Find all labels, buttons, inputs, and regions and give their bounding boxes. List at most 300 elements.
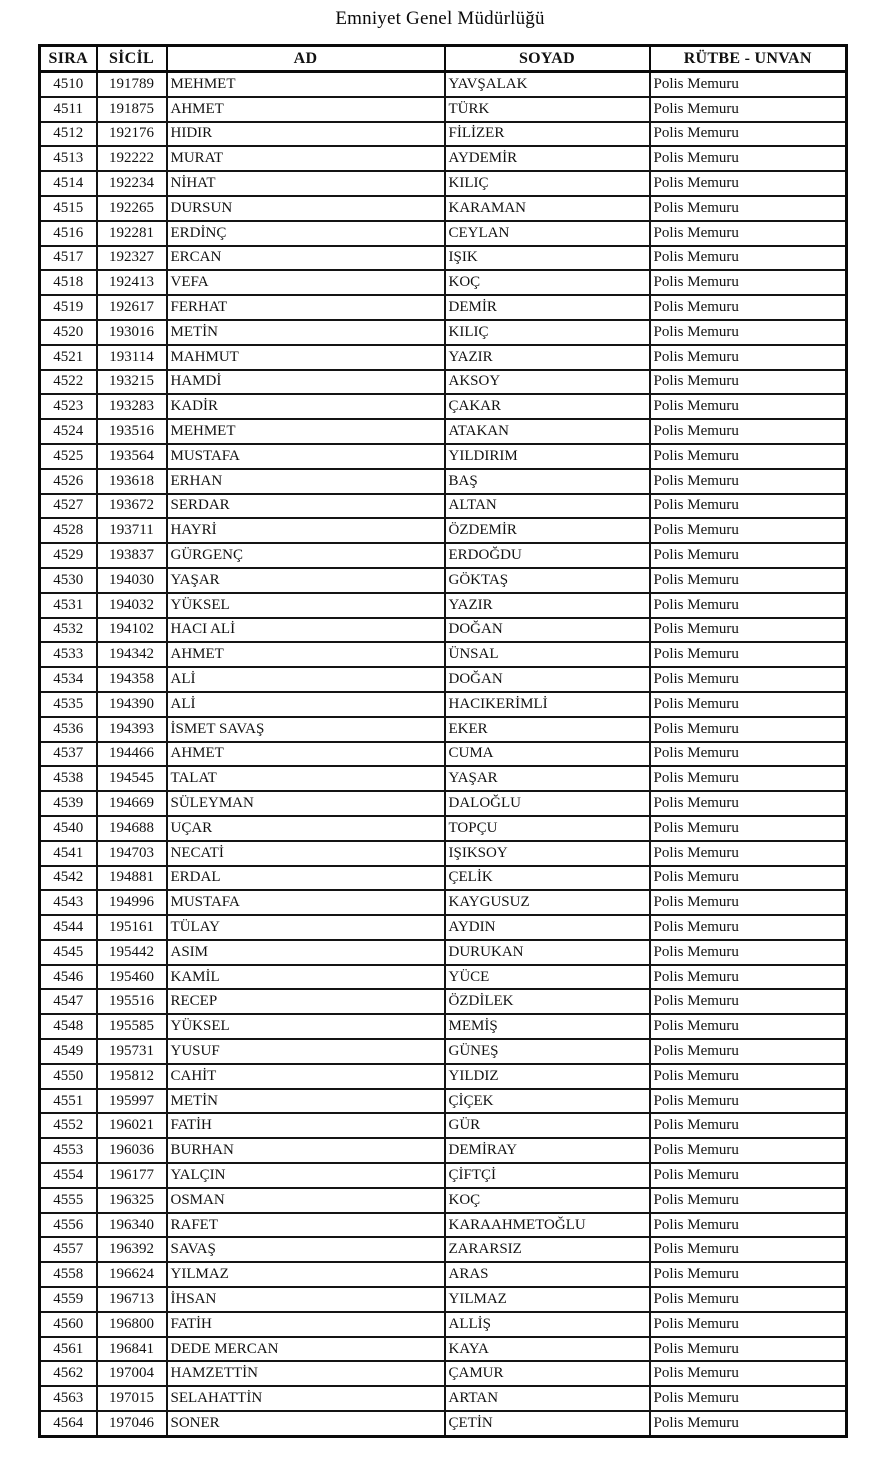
table-cell-sira: 4512 [40, 122, 97, 147]
table-row [40, 1188, 847, 1213]
table-row [40, 890, 847, 915]
table-cell-soyad: GÜNEŞ [445, 1039, 650, 1064]
table-row [40, 1237, 847, 1262]
table-cell-sicil: 194393 [97, 717, 167, 742]
table-row [40, 717, 847, 742]
table-cell-sicil: 191875 [97, 97, 167, 122]
table-row [40, 766, 847, 791]
table-cell-sira: 4562 [40, 1361, 97, 1386]
table-cell-ad: MUSTAFA [167, 444, 445, 469]
table-cell-rutbe: Polis Memuru [650, 1089, 847, 1114]
table-cell-ad: ERCAN [167, 246, 445, 271]
table-cell-sicil: 194102 [97, 618, 167, 643]
table-cell-soyad: KARAMAN [445, 196, 650, 221]
table-cell-ad: SÜLEYMAN [167, 791, 445, 816]
table-cell-soyad: KILIÇ [445, 171, 650, 196]
table-cell-sira: 4552 [40, 1113, 97, 1138]
table-cell-sira: 4564 [40, 1411, 97, 1436]
table-cell-rutbe: Polis Memuru [650, 1386, 847, 1411]
table-cell-ad: ALİ [167, 667, 445, 692]
table-cell-sicil: 194342 [97, 642, 167, 667]
table-row [40, 841, 847, 866]
table-cell-sicil: 196800 [97, 1312, 167, 1337]
table-row [40, 295, 847, 320]
table-cell-rutbe: Polis Memuru [650, 1014, 847, 1039]
table-cell-rutbe: Polis Memuru [650, 320, 847, 345]
table-cell-ad: SONER [167, 1411, 445, 1436]
table-cell-soyad: CEYLAN [445, 221, 650, 246]
table-cell-sira: 4525 [40, 444, 97, 469]
table-cell-ad: YÜKSEL [167, 593, 445, 618]
table-cell-ad: NİHAT [167, 171, 445, 196]
table-cell-sicil: 194996 [97, 890, 167, 915]
table-row [40, 791, 847, 816]
table-cell-soyad: DOĞAN [445, 618, 650, 643]
table-row [40, 320, 847, 345]
table-cell-sicil: 197046 [97, 1411, 167, 1436]
table-row [40, 196, 847, 221]
table-cell-soyad: ERDOĞDU [445, 543, 650, 568]
table-cell-sira: 4526 [40, 469, 97, 494]
table-cell-sicil: 193837 [97, 543, 167, 568]
table-cell-rutbe: Polis Memuru [650, 370, 847, 395]
table-cell-rutbe: Polis Memuru [650, 444, 847, 469]
table-row [40, 866, 847, 891]
table-cell-rutbe: Polis Memuru [650, 394, 847, 419]
table-row [40, 97, 847, 122]
table-cell-ad: DEDE MERCAN [167, 1337, 445, 1362]
table-cell-ad: VEFA [167, 270, 445, 295]
table-cell-ad: AHMET [167, 742, 445, 767]
table-row [40, 1138, 847, 1163]
column-header-sicil: SİCİL [97, 46, 167, 72]
table-cell-soyad: KILIÇ [445, 320, 650, 345]
table-cell-rutbe: Polis Memuru [650, 1237, 847, 1262]
table-cell-ad: RECEP [167, 989, 445, 1014]
table-cell-ad: HACI ALİ [167, 618, 445, 643]
table-cell-sicil: 195997 [97, 1089, 167, 1114]
table-cell-sira: 4519 [40, 295, 97, 320]
table-row [40, 494, 847, 519]
table-row [40, 345, 847, 370]
table-cell-ad: ERDİNÇ [167, 221, 445, 246]
table-cell-rutbe: Polis Memuru [650, 692, 847, 717]
table-cell-sira: 4539 [40, 791, 97, 816]
table-cell-soyad: AKSOY [445, 370, 650, 395]
table-cell-soyad: ZARARSIZ [445, 1237, 650, 1262]
table-cell-soyad: ARTAN [445, 1386, 650, 1411]
table-row [40, 618, 847, 643]
table-cell-soyad: ATAKAN [445, 419, 650, 444]
table-cell-soyad: DEMİRAY [445, 1138, 650, 1163]
table-cell-rutbe: Polis Memuru [650, 1064, 847, 1089]
table-cell-rutbe: Polis Memuru [650, 568, 847, 593]
table-cell-ad: KAMİL [167, 965, 445, 990]
table-cell-sira: 4545 [40, 940, 97, 965]
table-cell-ad: MUSTAFA [167, 890, 445, 915]
table-row [40, 667, 847, 692]
table-cell-ad: UÇAR [167, 816, 445, 841]
table-cell-sicil: 195812 [97, 1064, 167, 1089]
table-cell-rutbe: Polis Memuru [650, 717, 847, 742]
table-cell-sicil: 194032 [97, 593, 167, 618]
table-cell-ad: YILMAZ [167, 1262, 445, 1287]
table-cell-sira: 4563 [40, 1386, 97, 1411]
table-cell-sira: 4510 [40, 72, 97, 97]
table-cell-soyad: YILDIZ [445, 1064, 650, 1089]
table-cell-rutbe: Polis Memuru [650, 122, 847, 147]
table-cell-rutbe: Polis Memuru [650, 146, 847, 171]
table-cell-sicil: 196624 [97, 1262, 167, 1287]
table-cell-soyad: ALTAN [445, 494, 650, 519]
table-cell-sicil: 193672 [97, 494, 167, 519]
table-row [40, 1039, 847, 1064]
table-cell-ad: YÜKSEL [167, 1014, 445, 1039]
table-row [40, 221, 847, 246]
table-cell-soyad: KARAAHMETOĞLU [445, 1213, 650, 1238]
table-cell-soyad: ÇETİN [445, 1411, 650, 1436]
table-cell-ad: ERDAL [167, 866, 445, 891]
table-cell-ad: TÜLAY [167, 915, 445, 940]
table-cell-sicil: 194703 [97, 841, 167, 866]
table-cell-sicil: 193564 [97, 444, 167, 469]
column-header-ad: AD [167, 46, 445, 72]
table-cell-sicil: 192327 [97, 246, 167, 271]
table-cell-sira: 4554 [40, 1163, 97, 1188]
table-cell-sira: 4555 [40, 1188, 97, 1213]
table-cell-soyad: ÇELİK [445, 866, 650, 891]
table-cell-sira: 4532 [40, 618, 97, 643]
table-cell-sira: 4517 [40, 246, 97, 271]
table-cell-ad: BURHAN [167, 1138, 445, 1163]
table-cell-sira: 4535 [40, 692, 97, 717]
table-cell-sicil: 194669 [97, 791, 167, 816]
table-row [40, 171, 847, 196]
table-cell-sira: 4537 [40, 742, 97, 767]
table-cell-rutbe: Polis Memuru [650, 940, 847, 965]
table-cell-soyad: ARAS [445, 1262, 650, 1287]
table-cell-sira: 4546 [40, 965, 97, 990]
table-cell-sicil: 195516 [97, 989, 167, 1014]
table-cell-rutbe: Polis Memuru [650, 642, 847, 667]
table-row [40, 72, 847, 97]
table-cell-rutbe: Polis Memuru [650, 419, 847, 444]
table-cell-sicil: 193114 [97, 345, 167, 370]
table-cell-sira: 4558 [40, 1262, 97, 1287]
table-cell-sicil: 195161 [97, 915, 167, 940]
table-cell-sira: 4549 [40, 1039, 97, 1064]
table-cell-soyad: KAYGUSUZ [445, 890, 650, 915]
table-cell-ad: DURSUN [167, 196, 445, 221]
table-cell-rutbe: Polis Memuru [650, 97, 847, 122]
table-cell-sicil: 194688 [97, 816, 167, 841]
table-cell-rutbe: Polis Memuru [650, 915, 847, 940]
table-cell-ad: HIDIR [167, 122, 445, 147]
table-cell-soyad: IŞIKSOY [445, 841, 650, 866]
table-cell-ad: OSMAN [167, 1188, 445, 1213]
table-cell-sira: 4547 [40, 989, 97, 1014]
table-cell-ad: FATİH [167, 1113, 445, 1138]
table-cell-rutbe: Polis Memuru [650, 667, 847, 692]
table-cell-sira: 4543 [40, 890, 97, 915]
table-cell-rutbe: Polis Memuru [650, 246, 847, 271]
table-row [40, 370, 847, 395]
table-row [40, 1014, 847, 1039]
table-row [40, 1361, 847, 1386]
table-cell-ad: HAYRİ [167, 518, 445, 543]
table-cell-sira: 4511 [40, 97, 97, 122]
table-cell-rutbe: Polis Memuru [650, 494, 847, 519]
table-cell-sicil: 193711 [97, 518, 167, 543]
table-cell-sira: 4538 [40, 766, 97, 791]
table-cell-rutbe: Polis Memuru [650, 1287, 847, 1312]
table-cell-sicil: 192413 [97, 270, 167, 295]
table-cell-ad: TALAT [167, 766, 445, 791]
table-row [40, 1213, 847, 1238]
table-cell-soyad: MEMİŞ [445, 1014, 650, 1039]
table-row [40, 965, 847, 990]
table-cell-soyad: DURUKAN [445, 940, 650, 965]
table-cell-sicil: 195460 [97, 965, 167, 990]
table-row [40, 1089, 847, 1114]
table-cell-soyad: ÇAKAR [445, 394, 650, 419]
table-cell-sicil: 196841 [97, 1337, 167, 1362]
table-row [40, 1163, 847, 1188]
table-cell-rutbe: Polis Memuru [650, 618, 847, 643]
table-cell-sicil: 192281 [97, 221, 167, 246]
table-cell-rutbe: Polis Memuru [650, 791, 847, 816]
table-header-row [40, 46, 847, 72]
table-row [40, 692, 847, 717]
table-cell-sicil: 192222 [97, 146, 167, 171]
table-cell-rutbe: Polis Memuru [650, 1337, 847, 1362]
column-header-sira: SIRA [40, 46, 97, 72]
table-row [40, 122, 847, 147]
table-row [40, 444, 847, 469]
table-cell-ad: FATİH [167, 1312, 445, 1337]
table-cell-soyad: DALOĞLU [445, 791, 650, 816]
column-header-soyad: SOYAD [445, 46, 650, 72]
table-row [40, 419, 847, 444]
table-cell-sicil: 194030 [97, 568, 167, 593]
table-cell-sira: 4531 [40, 593, 97, 618]
table-cell-sira: 4534 [40, 667, 97, 692]
table-cell-sira: 4553 [40, 1138, 97, 1163]
table-cell-sira: 4556 [40, 1213, 97, 1238]
table-cell-sicil: 192617 [97, 295, 167, 320]
table-cell-sicil: 196713 [97, 1287, 167, 1312]
table-cell-sira: 4518 [40, 270, 97, 295]
table-cell-ad: MURAT [167, 146, 445, 171]
table-cell-rutbe: Polis Memuru [650, 1312, 847, 1337]
table-row [40, 568, 847, 593]
table-cell-ad: HAMZETTİN [167, 1361, 445, 1386]
table-cell-sicil: 193016 [97, 320, 167, 345]
page-title: Emniyet Genel Müdürlüğü [335, 8, 545, 29]
table-cell-sira: 4522 [40, 370, 97, 395]
table-cell-rutbe: Polis Memuru [650, 989, 847, 1014]
table-cell-ad: YAŞAR [167, 568, 445, 593]
table-cell-sira: 4541 [40, 841, 97, 866]
table-cell-sicil: 194881 [97, 866, 167, 891]
table-row [40, 1064, 847, 1089]
table-cell-soyad: KOÇ [445, 1188, 650, 1213]
table-cell-sicil: 192234 [97, 171, 167, 196]
table-cell-ad: MAHMUT [167, 345, 445, 370]
table-cell-sicil: 194390 [97, 692, 167, 717]
table-cell-rutbe: Polis Memuru [650, 469, 847, 494]
table-cell-sicil: 194358 [97, 667, 167, 692]
table-cell-rutbe: Polis Memuru [650, 543, 847, 568]
table-cell-ad: METİN [167, 320, 445, 345]
table-row [40, 593, 847, 618]
table-cell-sicil: 193516 [97, 419, 167, 444]
table-cell-ad: RAFET [167, 1213, 445, 1238]
table-row [40, 394, 847, 419]
table-cell-soyad: BAŞ [445, 469, 650, 494]
table-cell-soyad: YILDIRIM [445, 444, 650, 469]
table-cell-sira: 4523 [40, 394, 97, 419]
table-cell-soyad: YILMAZ [445, 1287, 650, 1312]
table-cell-soyad: TÜRK [445, 97, 650, 122]
table-cell-ad: FERHAT [167, 295, 445, 320]
table-cell-sicil: 195442 [97, 940, 167, 965]
table-row [40, 940, 847, 965]
table-cell-rutbe: Polis Memuru [650, 171, 847, 196]
table-cell-sira: 4514 [40, 171, 97, 196]
table-cell-soyad: ÜNSAL [445, 642, 650, 667]
table-cell-ad: HAMDİ [167, 370, 445, 395]
table-cell-sicil: 193283 [97, 394, 167, 419]
table-cell-ad: CAHİT [167, 1064, 445, 1089]
table-cell-sicil: 194545 [97, 766, 167, 791]
table-cell-soyad: TOPÇU [445, 816, 650, 841]
personnel-table [38, 44, 848, 1438]
table-cell-sira: 4520 [40, 320, 97, 345]
table-cell-ad: GÜRGENÇ [167, 543, 445, 568]
table-cell-soyad: ÇAMUR [445, 1361, 650, 1386]
table-cell-ad: SERDAR [167, 494, 445, 519]
table-cell-soyad: DEMİR [445, 295, 650, 320]
table-cell-sira: 4560 [40, 1312, 97, 1337]
table-row [40, 518, 847, 543]
table-cell-ad: NECATİ [167, 841, 445, 866]
table-cell-soyad: IŞIK [445, 246, 650, 271]
table-cell-soyad: YÜCE [445, 965, 650, 990]
table-cell-rutbe: Polis Memuru [650, 593, 847, 618]
table-cell-sicil: 196392 [97, 1237, 167, 1262]
table-cell-sicil: 197015 [97, 1386, 167, 1411]
table-cell-soyad: ÖZDİLEK [445, 989, 650, 1014]
table-cell-sicil: 193215 [97, 370, 167, 395]
table-cell-rutbe: Polis Memuru [650, 1163, 847, 1188]
table-cell-rutbe: Polis Memuru [650, 270, 847, 295]
table-cell-soyad: GÖKTAŞ [445, 568, 650, 593]
table-cell-rutbe: Polis Memuru [650, 1262, 847, 1287]
table-cell-sira: 4527 [40, 494, 97, 519]
table-cell-ad: KADİR [167, 394, 445, 419]
table-cell-sira: 4529 [40, 543, 97, 568]
table-cell-rutbe: Polis Memuru [650, 72, 847, 97]
table-cell-rutbe: Polis Memuru [650, 766, 847, 791]
table-cell-ad: YUSUF [167, 1039, 445, 1064]
table-cell-rutbe: Polis Memuru [650, 345, 847, 370]
table-cell-sira: 4524 [40, 419, 97, 444]
table-cell-sira: 4536 [40, 717, 97, 742]
table-cell-sira: 4548 [40, 1014, 97, 1039]
table-cell-ad: ASIM [167, 940, 445, 965]
table-cell-soyad: YAVŞALAK [445, 72, 650, 97]
table-cell-sicil: 196021 [97, 1113, 167, 1138]
table-cell-soyad: AYDIN [445, 915, 650, 940]
table-cell-rutbe: Polis Memuru [650, 1039, 847, 1064]
table-cell-ad: SELAHATTİN [167, 1386, 445, 1411]
table-cell-sira: 4542 [40, 866, 97, 891]
table-cell-soyad: YAŞAR [445, 766, 650, 791]
table-cell-rutbe: Polis Memuru [650, 196, 847, 221]
column-header-rutbe: RÜTBE - UNVAN [650, 46, 847, 72]
table-row [40, 1386, 847, 1411]
table-cell-ad: İSMET SAVAŞ [167, 717, 445, 742]
table-cell-rutbe: Polis Memuru [650, 1138, 847, 1163]
table-cell-sicil: 191789 [97, 72, 167, 97]
table-row [40, 1262, 847, 1287]
table-cell-sira: 4515 [40, 196, 97, 221]
table-cell-rutbe: Polis Memuru [650, 1361, 847, 1386]
table-cell-soyad: KAYA [445, 1337, 650, 1362]
table-cell-rutbe: Polis Memuru [650, 295, 847, 320]
table-row [40, 246, 847, 271]
table-cell-soyad: FİLİZER [445, 122, 650, 147]
table-cell-rutbe: Polis Memuru [650, 221, 847, 246]
table-cell-sira: 4550 [40, 1064, 97, 1089]
table-cell-soyad: DOĞAN [445, 667, 650, 692]
table-row [40, 642, 847, 667]
table-cell-soyad: ALLİŞ [445, 1312, 650, 1337]
table-cell-sira: 4561 [40, 1337, 97, 1362]
table-cell-rutbe: Polis Memuru [650, 1411, 847, 1436]
table-cell-soyad: EKER [445, 717, 650, 742]
table-cell-sira: 4544 [40, 915, 97, 940]
table-cell-soyad: ÖZDEMİR [445, 518, 650, 543]
table-cell-rutbe: Polis Memuru [650, 965, 847, 990]
table-cell-soyad: KOÇ [445, 270, 650, 295]
table-row [40, 816, 847, 841]
table-cell-soyad: CUMA [445, 742, 650, 767]
table-cell-sira: 4521 [40, 345, 97, 370]
table-cell-sicil: 192176 [97, 122, 167, 147]
table-cell-sicil: 197004 [97, 1361, 167, 1386]
table-cell-sira: 4516 [40, 221, 97, 246]
table-cell-ad: MEHMET [167, 419, 445, 444]
table-cell-ad: ALİ [167, 692, 445, 717]
table-row [40, 270, 847, 295]
table-cell-ad: ERHAN [167, 469, 445, 494]
table-cell-sicil: 196340 [97, 1213, 167, 1238]
table-row [40, 1113, 847, 1138]
table-row [40, 989, 847, 1014]
table-cell-rutbe: Polis Memuru [650, 841, 847, 866]
table-row [40, 915, 847, 940]
table-row [40, 1337, 847, 1362]
table-cell-sicil: 196177 [97, 1163, 167, 1188]
table-row [40, 742, 847, 767]
table-row [40, 1411, 847, 1436]
table-cell-ad: MEHMET [167, 72, 445, 97]
table-cell-ad: İHSAN [167, 1287, 445, 1312]
table-cell-rutbe: Polis Memuru [650, 1213, 847, 1238]
table-cell-sira: 4557 [40, 1237, 97, 1262]
